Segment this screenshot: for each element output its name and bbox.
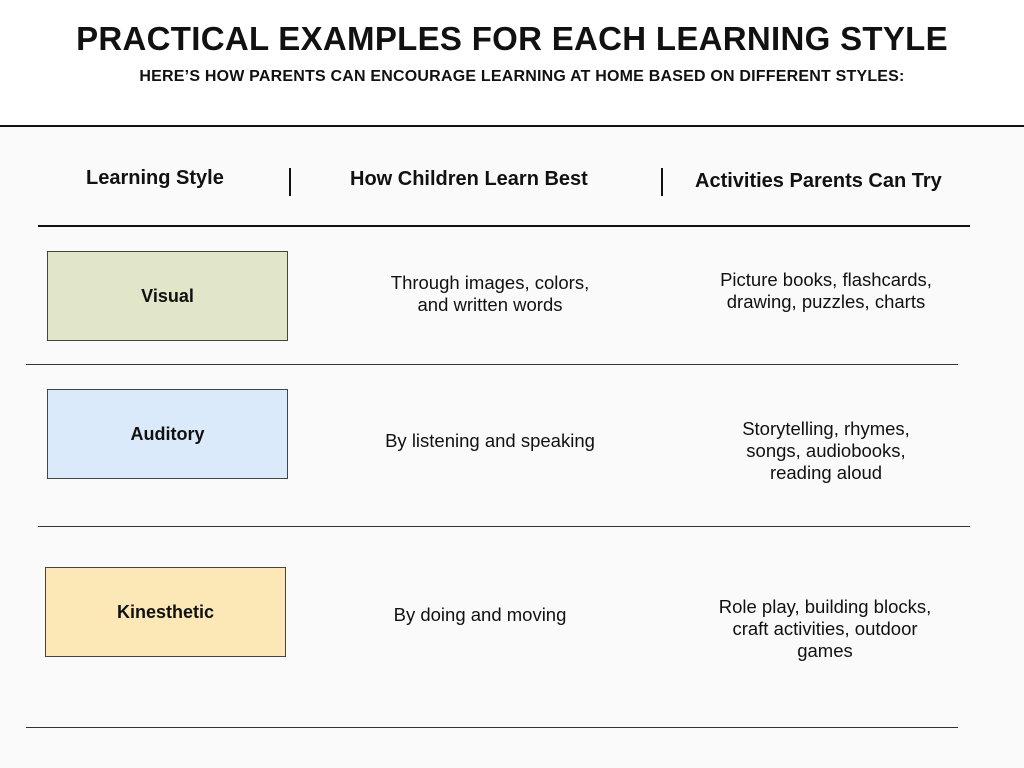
activities-cell bbox=[675, 596, 975, 662]
header-divider bbox=[0, 125, 1024, 127]
cell-line: By doing and moving bbox=[393, 604, 567, 625]
activities-cell bbox=[676, 418, 976, 484]
column-header-how-children-learn: How Children Learn Best bbox=[350, 168, 588, 190]
column-header-activities: Activities Parents Can Try bbox=[695, 170, 942, 192]
row-divider bbox=[26, 364, 958, 365]
learning-style-box-auditory: Auditory bbox=[47, 389, 288, 479]
how-children-learn-cell bbox=[340, 430, 640, 452]
cell-line: games bbox=[797, 640, 853, 661]
row-divider bbox=[38, 526, 970, 527]
cell-line: Picture books, flashcards, bbox=[720, 269, 932, 290]
cell-line: reading aloud bbox=[769, 462, 883, 483]
column-separator bbox=[661, 168, 663, 196]
cell-line: drawing, puzzles, charts bbox=[726, 291, 926, 312]
page-title: PRACTICAL EXAMPLES FOR EACH LEARNING STYLE bbox=[76, 20, 948, 57]
cell-line: By listening and speaking bbox=[385, 430, 595, 451]
header bbox=[0, 0, 1024, 126]
cell-line: and written words bbox=[417, 294, 563, 315]
cell-line: Role play, building blocks, bbox=[718, 596, 932, 617]
cell-line: Through images, colors, bbox=[390, 272, 590, 293]
column-separator bbox=[289, 168, 291, 196]
cell-line: craft activities, outdoor bbox=[732, 618, 918, 639]
activities-cell bbox=[676, 269, 976, 313]
table-bottom-divider bbox=[26, 727, 958, 728]
column-header-learning-style: Learning Style bbox=[86, 167, 224, 189]
how-children-learn-cell bbox=[330, 604, 630, 626]
learning-style-box-visual: Visual bbox=[47, 251, 288, 341]
cell-line: Storytelling, rhymes, bbox=[742, 418, 910, 439]
learning-style-box-kinesthetic: Kinesthetic bbox=[45, 567, 286, 657]
how-children-learn-cell bbox=[340, 272, 640, 316]
cell-line: songs, audiobooks, bbox=[746, 440, 906, 461]
page-subtitle: HERE’S HOW PARENTS CAN ENCOURAGE LEARNING AT HOME BASED ON DIFFERENT STYLES: bbox=[139, 68, 905, 85]
table-header-divider bbox=[38, 225, 970, 227]
